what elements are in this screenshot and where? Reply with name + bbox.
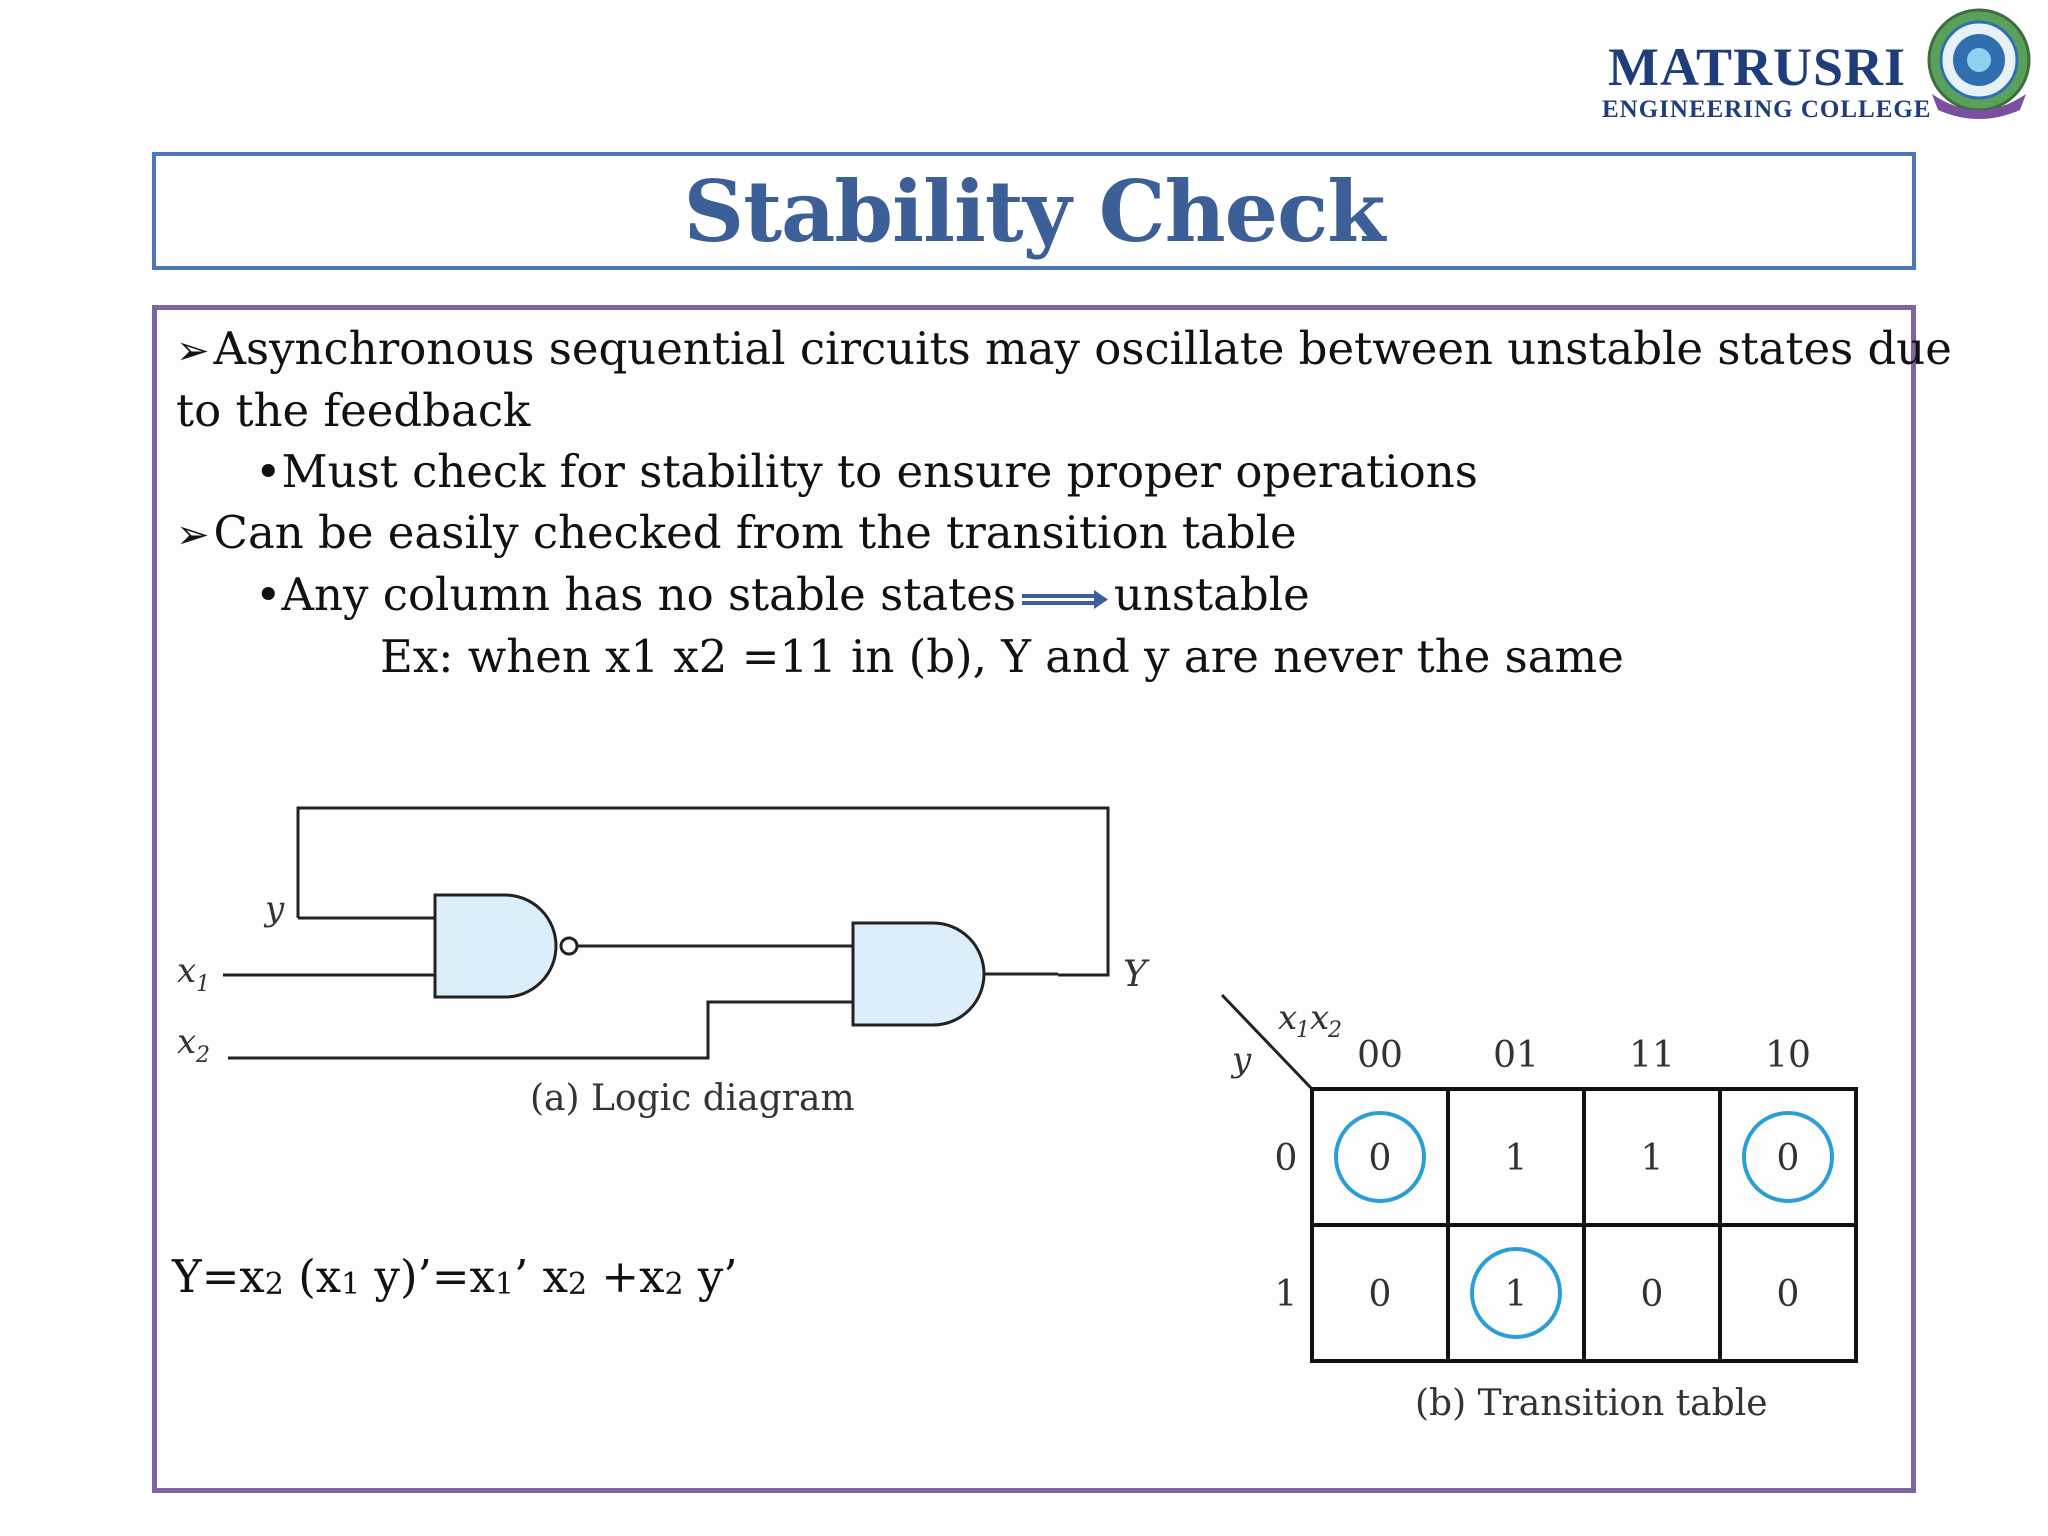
x1-sub-label: 1	[196, 972, 210, 997]
x1-label: x	[177, 951, 197, 991]
table-cell: 1	[1504, 1274, 1528, 1315]
bullet-2-text: Can be easily checked from the transition table	[213, 506, 1297, 559]
eq-sub: 2	[264, 1267, 284, 1302]
eq-part: (x	[283, 1250, 342, 1303]
eq-part: Y=x	[172, 1250, 265, 1303]
eq-sub: 2	[568, 1267, 588, 1302]
college-emblem-icon	[1920, 2, 2038, 122]
nand-bubble	[561, 938, 577, 954]
slide-title: Stability Check	[683, 161, 1385, 261]
example-line: Ex: when x1 x2 =11 in (b), Y and y are never the same	[380, 630, 1624, 683]
sub-bullet-1	[255, 445, 1478, 498]
sub-bullet-1-text: Must check for stability to ensure proper operations	[281, 445, 1478, 498]
eq-part: +x	[587, 1250, 665, 1303]
implies-arrow-icon	[1020, 587, 1110, 611]
table-cell: 1	[1504, 1138, 1528, 1179]
logo-name: MATRUSRI	[1608, 37, 1907, 97]
logic-diagram-caption: (a) Logic diagram	[530, 1078, 855, 1119]
x1x2-header-x2: x	[1310, 998, 1330, 1038]
dot-bullet-icon: •	[255, 445, 282, 498]
bullet-2	[176, 506, 1297, 559]
eq-sub: 2	[664, 1267, 684, 1302]
arrow-bullet-icon: ➢	[176, 512, 210, 558]
eq-part: y)’=x	[360, 1250, 495, 1303]
sub-bullet-2-text: Any column has no stable states	[281, 568, 1016, 621]
x2-sub-label: 2	[196, 1043, 210, 1068]
sub-bullet-2	[255, 568, 1310, 621]
output-equation	[172, 1250, 738, 1303]
transition-table-caption: (b) Transition table	[1415, 1383, 1768, 1424]
bullet-1	[176, 322, 1952, 375]
y-label: y	[265, 889, 285, 929]
arrow-bullet-icon: ➢	[176, 328, 210, 374]
column-header: 01	[1493, 1035, 1539, 1076]
table-cell: 0	[1640, 1274, 1664, 1315]
transition-table	[1200, 985, 1880, 1435]
row-label: 1	[1274, 1274, 1298, 1315]
table-cell: 0	[1776, 1138, 1800, 1179]
table-cell: 1	[1640, 1138, 1664, 1179]
Y-output-label: Y	[1123, 954, 1147, 995]
logo-subtitle: ENGINEERING COLLEGE	[1602, 96, 1932, 123]
college-logo	[1590, 28, 2040, 148]
x2-wire	[228, 1002, 853, 1058]
table-cell: 0	[1776, 1274, 1800, 1315]
bullet-1-cont: to the feedback	[176, 384, 531, 437]
x1x2-header-sub2: 2	[1328, 1018, 1342, 1043]
eq-part: ’ x	[514, 1250, 568, 1303]
and-gate	[853, 923, 984, 1025]
eq-sub: 1	[494, 1267, 514, 1302]
column-header: 10	[1765, 1035, 1811, 1076]
unstable-text: unstable	[1113, 568, 1310, 621]
x1x2-header-x: x	[1278, 998, 1298, 1038]
x1x2-header-sub1: 1	[1296, 1018, 1310, 1043]
nand-gate	[435, 895, 556, 997]
logic-diagram	[165, 790, 1185, 1150]
eq-part: y’	[683, 1250, 738, 1303]
eq-sub: 1	[341, 1267, 361, 1302]
bullet-1-text: Asynchronous sequential circuits may oscillate between unstable states due	[213, 322, 1952, 375]
row-label: 0	[1274, 1138, 1298, 1179]
column-header: 00	[1357, 1035, 1403, 1076]
dot-bullet-icon: •	[255, 568, 282, 621]
table-cell: 0	[1368, 1138, 1392, 1179]
feedback-wire	[298, 808, 1108, 975]
x2-label: x	[177, 1022, 197, 1062]
title-box	[152, 152, 1916, 270]
table-cell: 0	[1368, 1274, 1392, 1315]
column-header: 11	[1629, 1035, 1675, 1076]
y-row-header: y	[1232, 1040, 1252, 1080]
